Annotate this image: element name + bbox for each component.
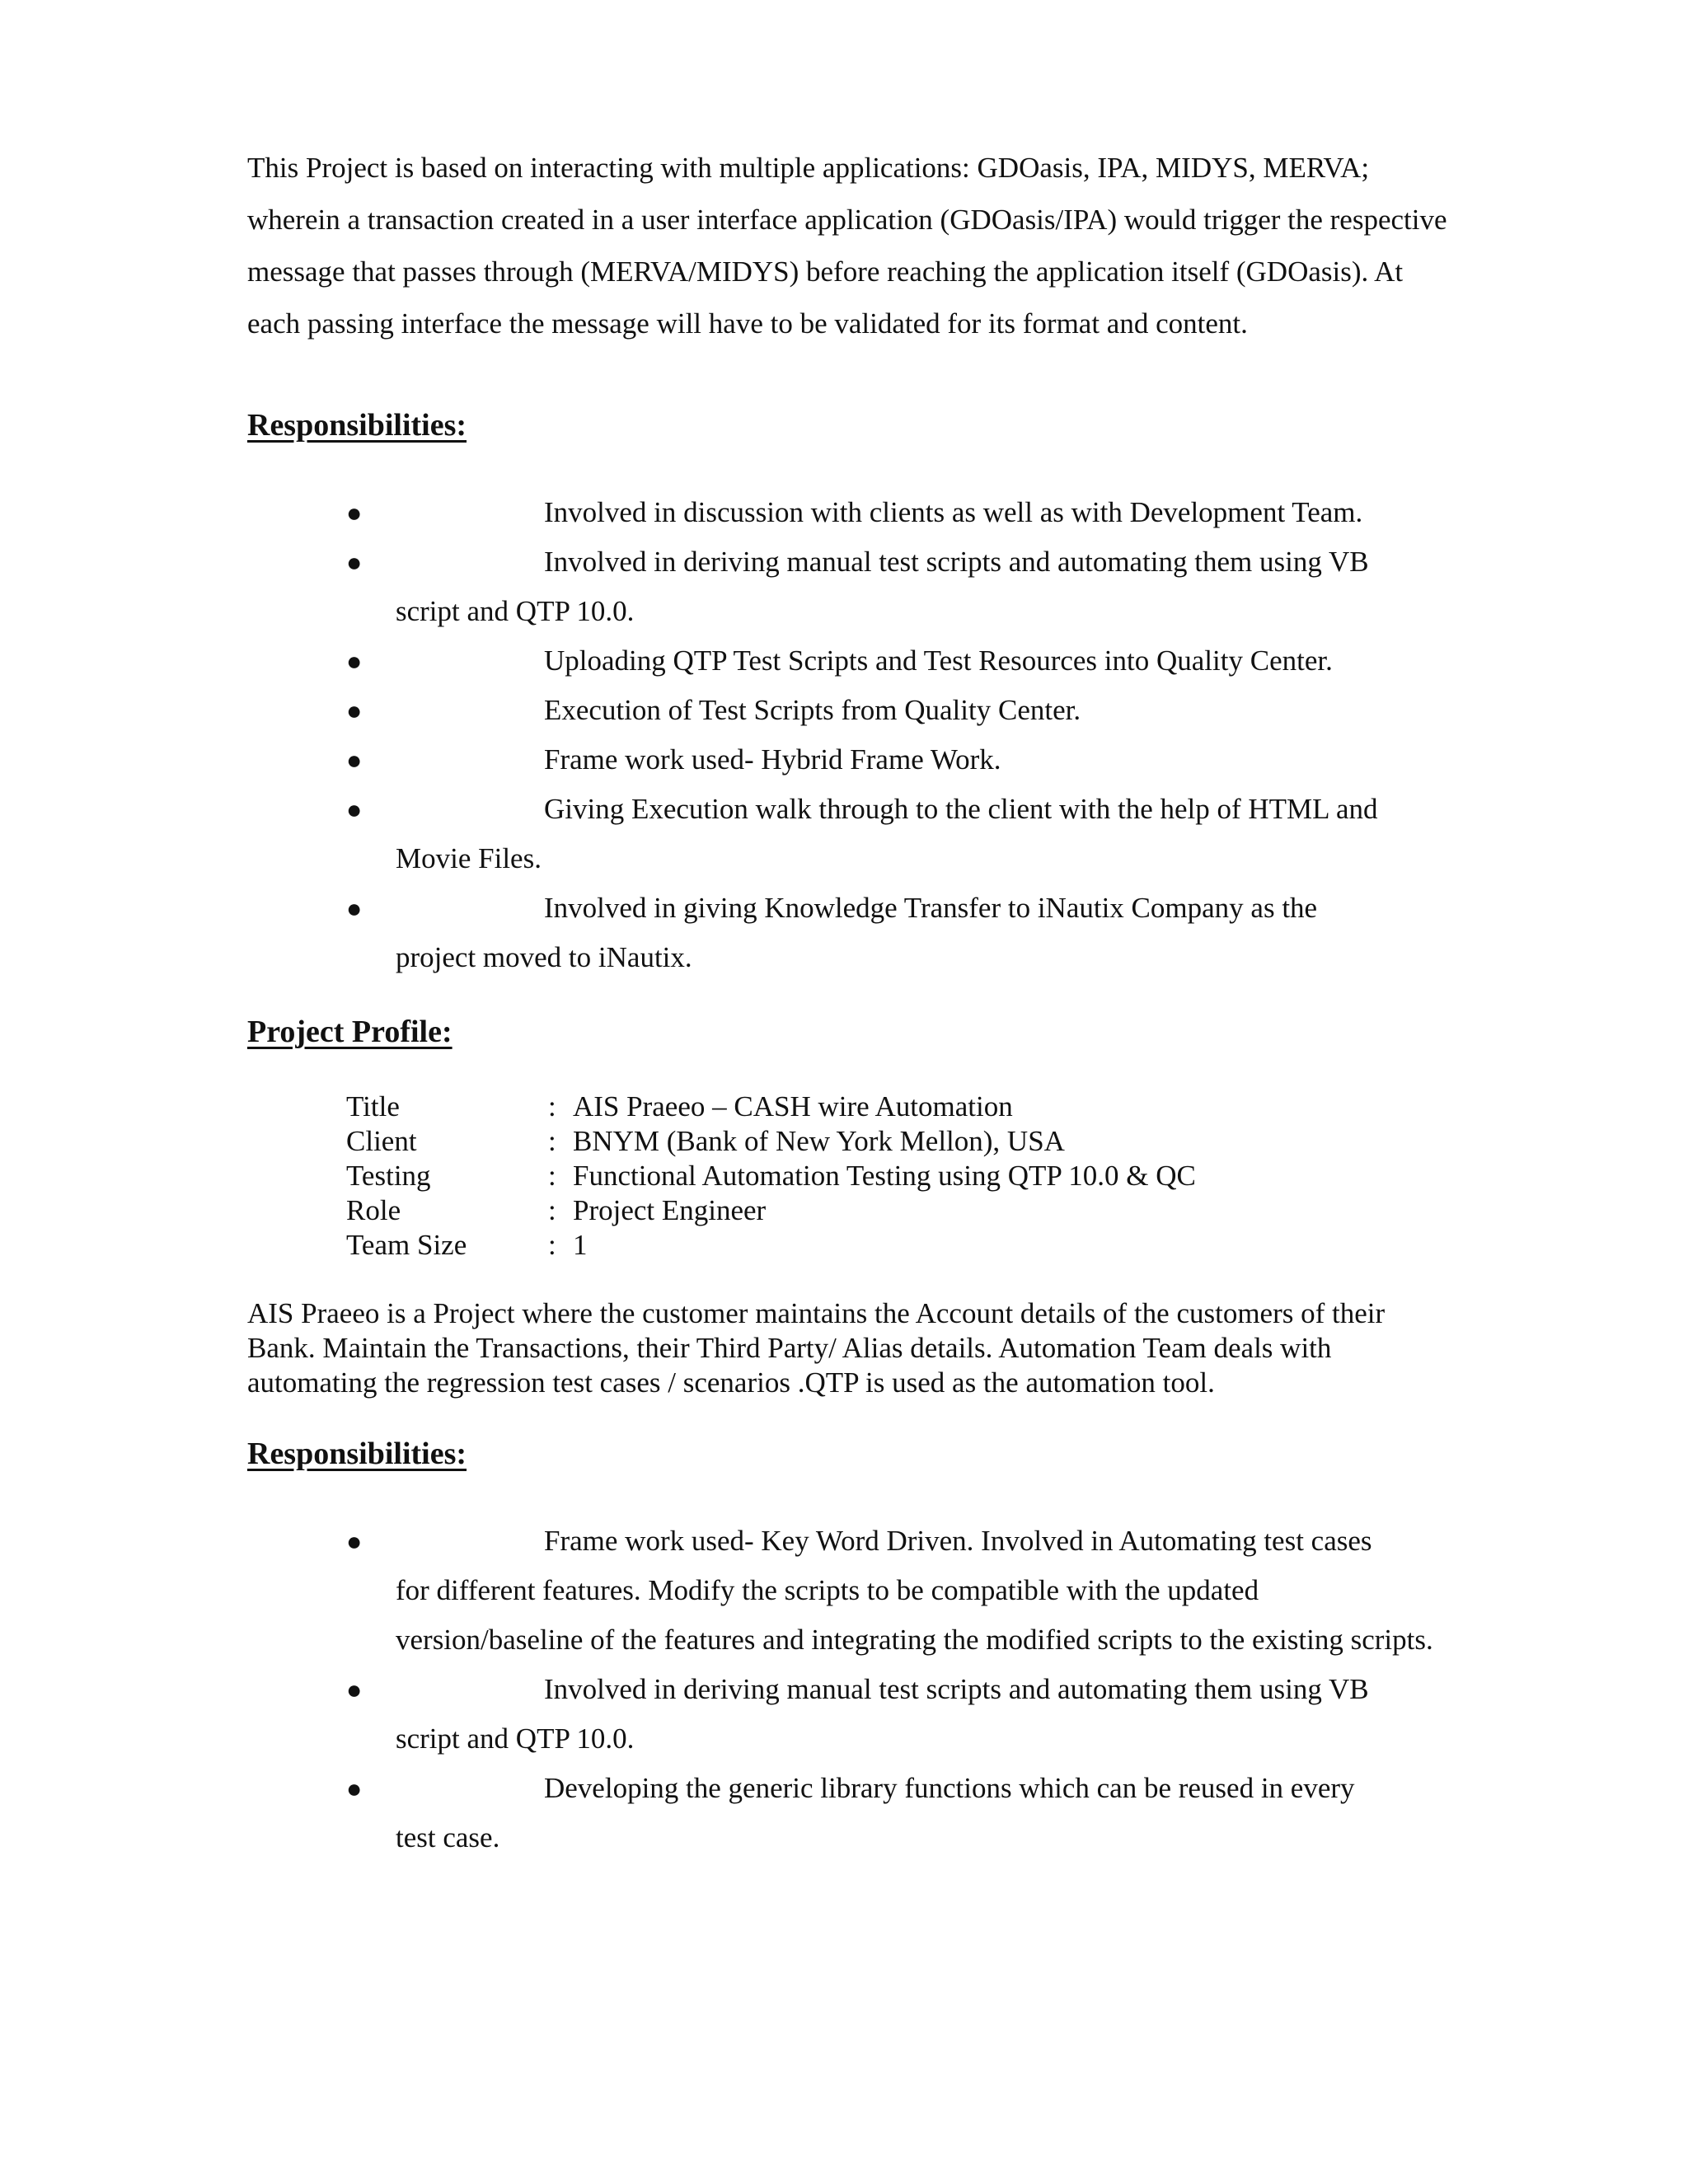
list-item: ● Uploading QTP Test Scripts and Test Resources into Quality Center. — [0, 636, 1434, 686]
bullet-icon: ● — [346, 1526, 363, 1556]
profile-row-client: Client : BNYM (Bank of New York Mellon), USA — [346, 1125, 1065, 1157]
project-profile-heading: Project Profile: — [247, 1015, 452, 1049]
list-item: ● Involved in deriving manual test scripts and automating them using VB script and QTP 10.0. — [0, 1665, 1434, 1764]
list-item: ● Developing the generic library functions which can be reused in every test case. — [0, 1764, 1434, 1863]
bullet-icon: ● — [346, 745, 363, 775]
list-item: ● Frame work used- Hybrid Frame Work. — [0, 735, 1434, 785]
list-item: ● Involved in giving Knowledge Transfer to iNautix Company as the project moved to iNautix. — [0, 883, 1434, 982]
responsibilities-heading-2: Responsibilities: — [247, 1436, 467, 1471]
list-item: ● Involved in deriving manual test scripts and automating them using VB script and QTP 10.0. — [0, 537, 1434, 636]
bullet-icon: ● — [346, 696, 363, 725]
responsibilities-list-1 — [0, 488, 1434, 982]
list-item: ● Involved in discussion with clients as well as with Development Team. — [0, 488, 1434, 537]
profile-row-role: Role : Project Engineer — [346, 1194, 767, 1226]
bullet-icon: ● — [346, 498, 363, 527]
list-item: ● Frame work used- Key Word Driven. Involved in Automating test cases for different features. Modify the scripts to be compatible with the updated version/baseline of the features and integrating the modified scripts to the existing scripts. — [0, 1516, 1434, 1665]
project-description-paragraph: AIS Praeeo is a Project where the customer maintains the Account details of the customers of their Bank. Maintain the Transactions, their Third Party/ Alias details. Automation Team deals with automating the regression test cases / scenarios .QTP is used as the automation tool. — [247, 1297, 1386, 1399]
list-item: ● Giving Execution walk through to the client with the help of HTML and Movie Files. — [0, 785, 1434, 883]
project-profile-table — [346, 1090, 1500, 1263]
bullet-icon: ● — [346, 1774, 363, 1803]
bullet-icon: ● — [346, 794, 363, 824]
responsibilities-list-2 — [0, 1516, 1434, 1863]
profile-row-testing: Testing : Functional Automation Testing using QTP 10.0 & QC — [346, 1160, 1196, 1192]
list-item: ● Execution of Test Scripts from Quality Center. — [0, 686, 1434, 735]
bullet-icon: ● — [346, 893, 363, 923]
project-intro-paragraph: This Project is based on interacting with multiple applications: GDOasis, IPA, MIDYS, MERVA; wherein a transaction created in a user interface application (GDOasis/IPA) would trigger the respective message that passes through (MERVA/MIDYS) before reaching the application itself (GDOasis). At each passing interface the message will have to be validated for its format and content. — [247, 152, 1447, 340]
profile-row-title: Title : AIS Praeeo – CASH wire Automation — [346, 1090, 1013, 1122]
profile-row-team-size: Team Size : 1 — [346, 1229, 588, 1261]
responsibilities-heading-1: Responsibilities: — [247, 408, 467, 443]
bullet-icon: ● — [346, 547, 363, 577]
bullet-icon: ● — [346, 646, 363, 676]
bullet-icon: ● — [346, 1675, 363, 1704]
